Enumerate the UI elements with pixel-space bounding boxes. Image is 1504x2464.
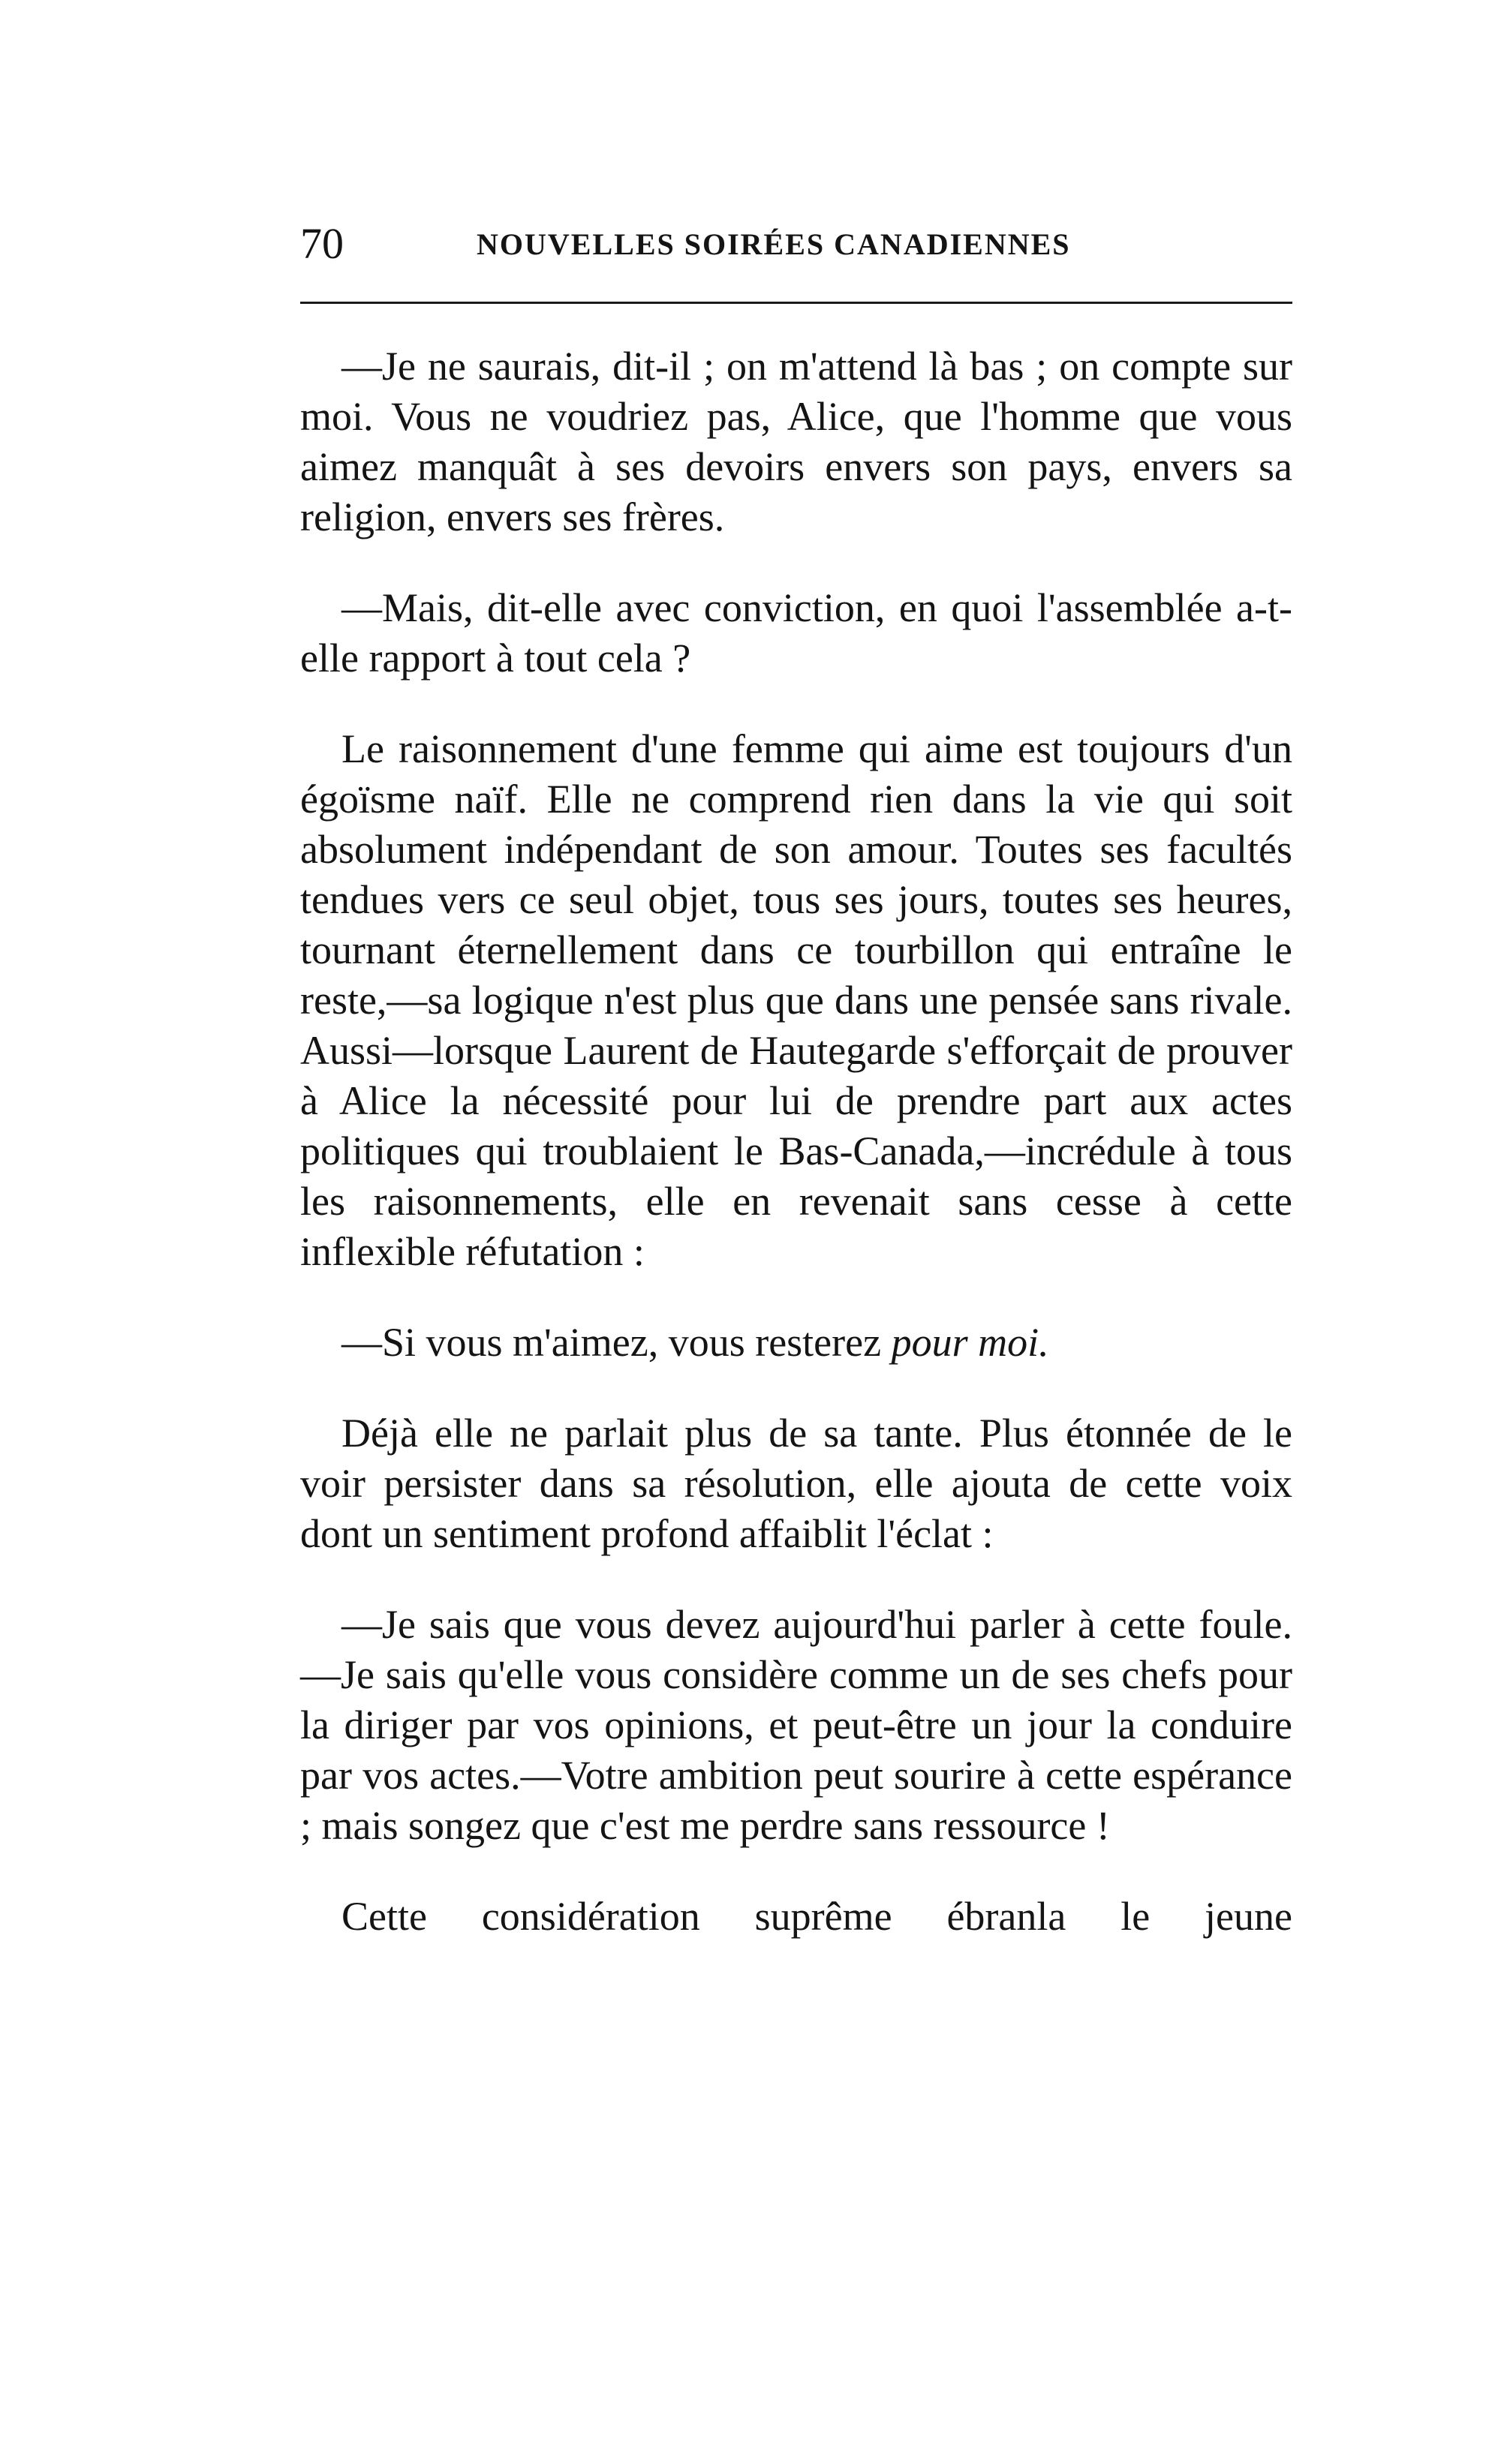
quoted-line-text: —Si vous m'aimez, vous resterez (341, 1320, 892, 1365)
paragraph-5: —Je sais que vous devez aujourd'hui parler à cette foule.—Je sais qu'elle vous considère comme un de ses chefs pour la diriger par vos opinions, et peut-être un jour la conduire par vos actes.—Votre ambition peut sourire à cette espérance ; mais songez que c'est me perdre sans ressource ! (300, 1602, 1292, 1848)
paragraph-3: Le raisonnement d'une femme qui aime est toujours d'un égoïsme naïf. Elle ne comprend rien dans la vie qui soit absolument indépendant de son amour. Toutes ses facultés tendues vers ce seul objet, tous ses jours, toutes ses heures, tournant éternellement dans ce tourbillon qui entraîne le reste,—sa logique n'est plus que dans une pensée sans rivale. Aussi—lorsque Laurent de Hautegarde s'efforçait de prouver à Alice la nécessité pour lui de prendre part aux actes politiques qui troublaient le Bas-Canada,—incrédule à tous les raisonnements, elle en revenait sans cesse à cette inflexible réfutation : (300, 726, 1292, 1274)
quoted-line (300, 1318, 1292, 1368)
quoted-line-emphasis: pour moi. (891, 1320, 1049, 1365)
paragraph-1: —Je ne saurais, dit-il ; on m'attend là bas ; on compte sur moi. Vous ne voudriez pas, Alice, que l'homme que vous aimez manquât à ses devoirs envers son pays, envers sa religion, envers ses frères. (300, 344, 1292, 539)
paragraph-4: Déjà elle ne parlait plus de sa tante. Plus étonnée de le voir persister dans sa résolution, elle ajouta de cette voix dont un sentiment profond affaiblit l'éclat : (300, 1411, 1292, 1556)
book-title: NOUVELLES SOIRÉES CANADIENNES (477, 227, 1071, 261)
running-head (300, 214, 1276, 274)
header-rule (300, 302, 1292, 304)
paragraph-2: —Mais, dit-elle avec conviction, en quoi l'assemblée a-t-elle rapport à tout cela ? (300, 585, 1292, 681)
paragraph-6: Cette considération suprême ébranla le jeune (341, 1894, 1292, 1939)
page-number: 70 (300, 219, 344, 268)
body-text (300, 341, 1292, 1942)
